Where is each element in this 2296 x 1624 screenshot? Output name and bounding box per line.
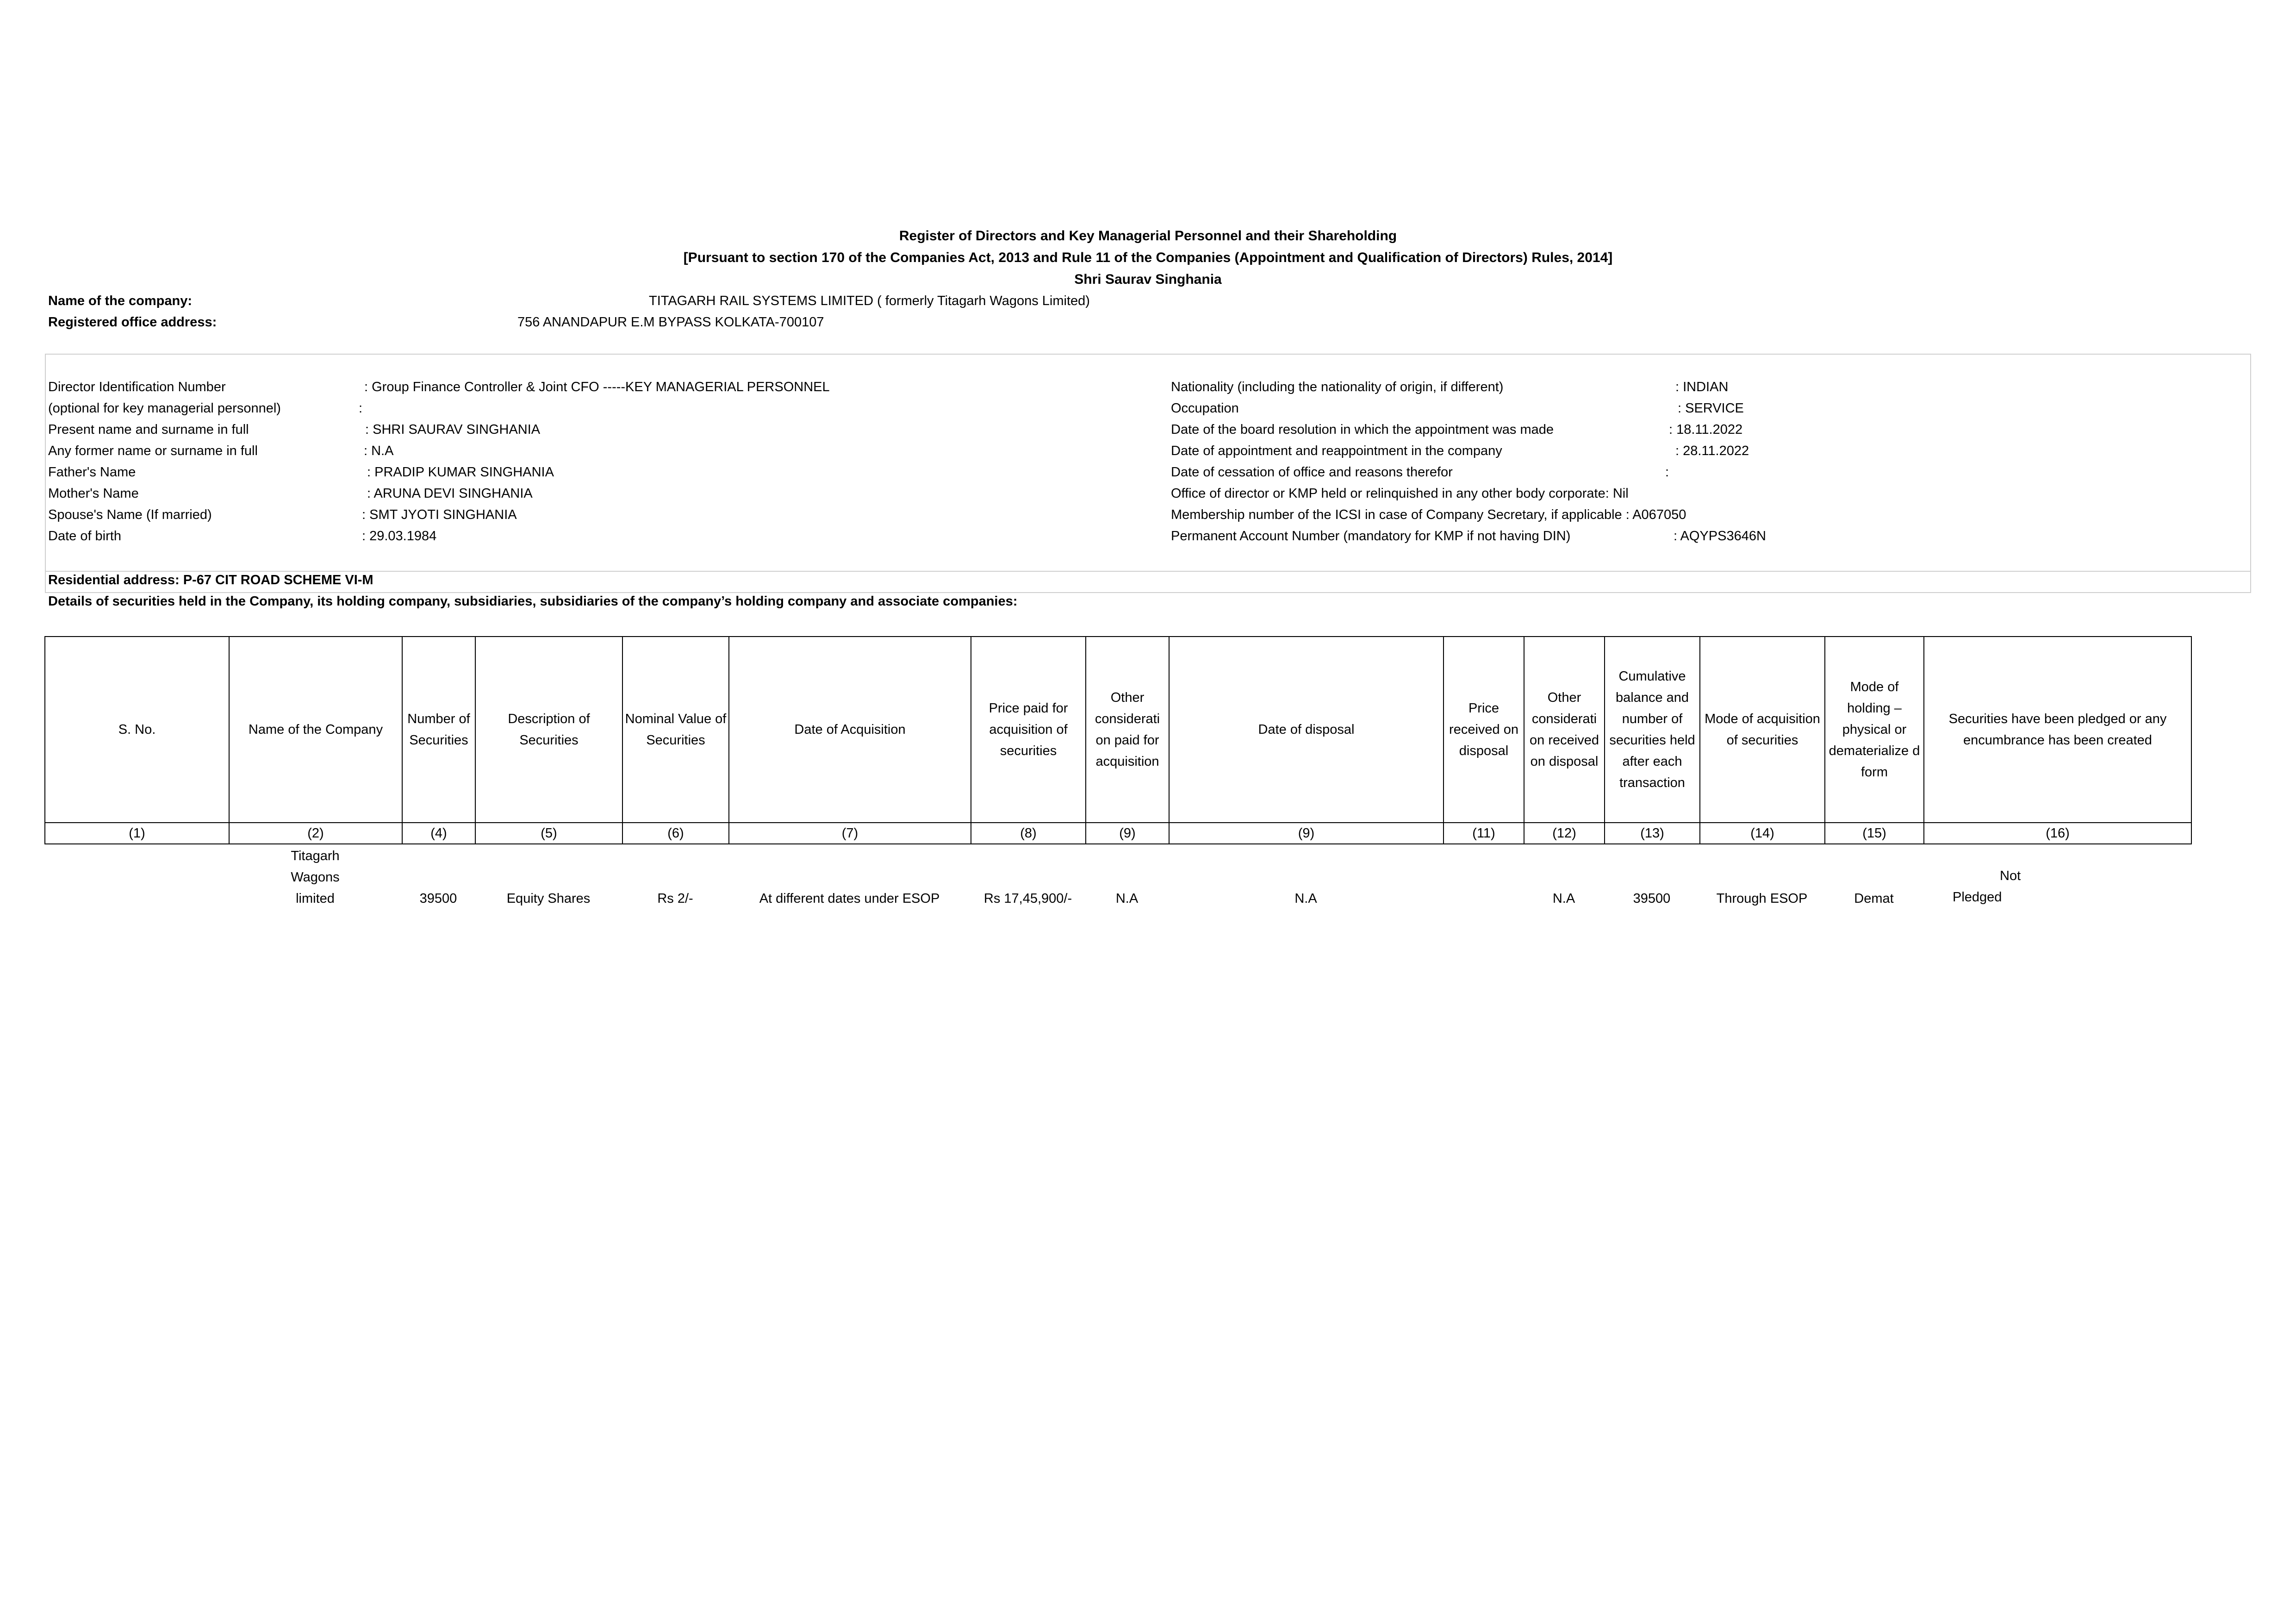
left-value-1: : Group Finance Controller & Joint CFO -----KEY MANAGERIAL PERSONNEL [364, 380, 830, 394]
left-value-7: : SMT JYOTI SINGHANIA [362, 507, 517, 522]
header-price-paid: Price paid for acquisition of securities [971, 637, 1086, 823]
col-number: (9) [1086, 823, 1169, 844]
register-title: Register of Directors and Key Managerial Personnel and their Shareholding [899, 228, 1397, 244]
cell-company [229, 843, 402, 909]
left-value-3: : SHRI SAURAV SINGHANIA [365, 422, 541, 437]
right-label-7: Membership number of the ICSI in case of Company Secretary, if applicable : A067050 [1171, 507, 1686, 522]
cell-company-text: Titagarh Wagons limited [291, 849, 340, 906]
left-value-8: : 29.03.1984 [362, 529, 437, 543]
cell-pledged [1923, 843, 2191, 909]
cell-other-paid: N.A [1115, 891, 1139, 906]
cell-price-paid: Rs 17,45,900/- [983, 891, 1072, 906]
securities-heading: Details of securities held in the Company, its holding company, subsidiaries, subsidiaries of the company’s holding company and associate companies: [48, 594, 1018, 609]
header-sno: S. No. [45, 637, 229, 823]
residential-address: Residential address: P-67 CIT ROAD SCHEME VI-M [48, 573, 373, 587]
right-label-2: Occupation [1171, 401, 1239, 416]
cell-disposal-date: N.A [1294, 891, 1317, 906]
company-name-value: TITAGARH RAIL SYSTEMS LIMITED ( formerly Titagarh Wagons Limited) [649, 294, 1090, 308]
header-mode-holding: Mode of holding – physical or dematerialize d form [1825, 637, 1924, 823]
right-value-2: : SERVICE [1678, 401, 1744, 416]
col-number: (11) [1444, 823, 1524, 844]
col-number: (5) [475, 823, 622, 844]
col-number: (1) [45, 823, 229, 844]
left-label-8: Date of birth [48, 529, 121, 543]
right-label-4: Date of appointment and reappointment in the company [1171, 443, 1502, 458]
col-number: (7) [729, 823, 971, 844]
right-label-6: Office of director or KMP held or relinquished in any other body corporate: Nil [1171, 486, 1629, 501]
left-label-7: Spouse's Name (If married) [48, 507, 212, 522]
securities-data [44, 843, 2191, 909]
right-value-1: : INDIAN [1675, 380, 1729, 394]
cell-price-received [1443, 843, 1524, 909]
col-number: (14) [1700, 823, 1825, 844]
col-number: (9) [1169, 823, 1444, 844]
cell-mode-holding: Demat [1854, 891, 1894, 906]
right-value-4: : 28.11.2022 [1675, 443, 1749, 458]
header-other-paid: Other considerati on paid for acquisition [1086, 637, 1169, 823]
office-address-label: Registered office address: [48, 315, 217, 330]
person-name: Shri Saurav Singhania [1074, 272, 1222, 287]
left-label-2: (optional for key managerial personnel) [48, 401, 281, 416]
left-value-4: : N.A [364, 443, 394, 458]
col-number: (13) [1605, 823, 1700, 844]
register-subtitle: [Pursuant to section 170 of the Companies Act, 2013 and Rule 11 of the Companies (Appointment and Qualification of Directors) Rules, 2014] [683, 250, 1613, 265]
header-pledged: Securities have been pledged or any encumbrance has been created [1924, 637, 2191, 823]
col-number: (12) [1524, 823, 1605, 844]
col-number: (8) [971, 823, 1086, 844]
securities-table [44, 636, 2192, 844]
left-label-4: Any former name or surname in full [48, 443, 258, 458]
col-number: (6) [622, 823, 729, 844]
cell-pledged-line2: Pledged [1953, 890, 2002, 905]
col-number: (15) [1825, 823, 1924, 844]
details-divider [45, 571, 2251, 572]
cell-acquisition-date: At different dates under ESOP [759, 891, 940, 906]
table-row [44, 843, 2191, 909]
header-disposal-date: Date of disposal [1169, 637, 1444, 823]
header-other-received: Other considerati on received on disposal [1524, 637, 1605, 823]
header-price-received: Price received on disposal [1444, 637, 1524, 823]
office-address-value: 756 ANANDAPUR E.M BYPASS KOLKATA-700107 [517, 315, 824, 330]
header-company-name: Name of the Company [229, 637, 402, 823]
right-label-8: Permanent Account Number (mandatory for KMP if not having DIN) [1171, 529, 1571, 543]
col-number: (4) [402, 823, 475, 844]
left-label-1: Director Identification Number [48, 380, 226, 394]
left-label-5: Father's Name [48, 465, 136, 480]
header-mode-acquisition: Mode of acquisition of securities [1700, 637, 1825, 823]
cell-description: Equity Shares [506, 891, 591, 906]
left-label-6: Mother's Name [48, 486, 139, 501]
cell-other-received: N.A [1552, 891, 1575, 906]
col-number: (16) [1924, 823, 2191, 844]
right-value-5: : [1665, 465, 1669, 480]
right-value-3: : 18.11.2022 [1669, 422, 1743, 437]
cell-mode-acquisition: Through ESOP [1716, 891, 1808, 906]
right-label-1: Nationality (including the nationality of origin, if different) [1171, 380, 1504, 394]
header-description: Description of Securities [475, 637, 622, 823]
right-label-5: Date of cessation of office and reasons therefor [1171, 465, 1453, 480]
header-number-securities: Number of Securities [402, 637, 475, 823]
left-value-2: : [359, 401, 363, 416]
cell-sno [44, 843, 229, 909]
cell-number: 39500 [419, 891, 457, 906]
header-acquisition-date: Date of Acquisition [729, 637, 971, 823]
right-value-8: : AQYPS3646N [1674, 529, 1766, 543]
left-label-3: Present name and surname in full [48, 422, 249, 437]
cell-pledged-line1: Not [2000, 868, 2021, 883]
table-header-row [45, 637, 2191, 823]
header-nominal-value: Nominal Value of Securities [622, 637, 729, 823]
cell-balance: 39500 [1633, 891, 1671, 906]
header-cumulative-balance: Cumulative balance and number of securities held after each transaction [1605, 637, 1700, 823]
cell-nominal: Rs 2/- [657, 891, 693, 906]
company-name-label: Name of the company: [48, 294, 192, 308]
table-number-row [45, 823, 2191, 844]
col-number: (2) [229, 823, 402, 844]
left-value-5: : PRADIP KUMAR SINGHANIA [367, 465, 554, 480]
right-label-3: Date of the board resolution in which the appointment was made [1171, 422, 1554, 437]
left-value-6: : ARUNA DEVI SINGHANIA [367, 486, 533, 501]
